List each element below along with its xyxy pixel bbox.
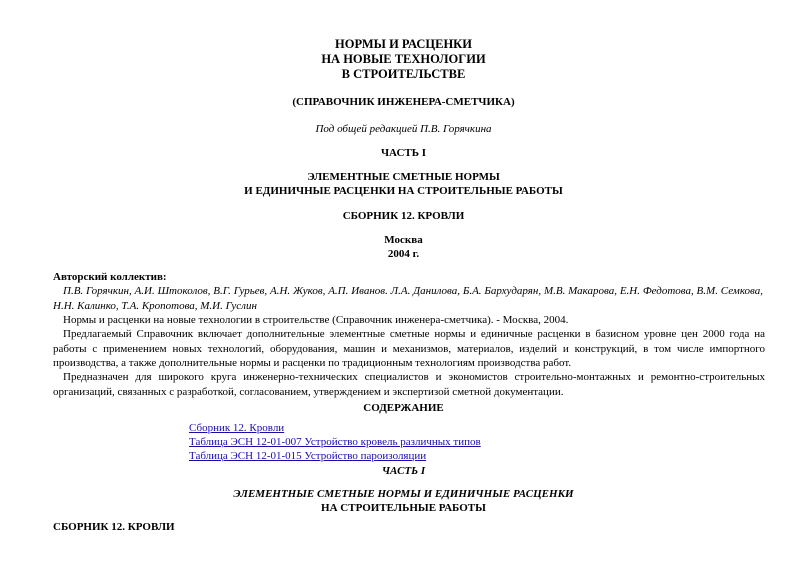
title-line-3: В СТРОИТЕЛЬСТВЕ (341, 67, 466, 81)
description-paragraph: Предлагаемый Справочник включает дополнительные элементные сметные нормы и единичные расценки в базисном уровне цен 2000 года на работы с применением новых технологий, оборудования, машин и механизмов, материалов, изделий и конструкций, в том числе импортного производства, а также дополнительные нормы и расценки по традиционным технологиям производства работ. (53, 328, 765, 369)
authors-names: П.В. Горячкин, А.И. Штоколов, В.Г. Гурьев, А.Н. Жуков, А.П. Иванов. Л.А. Данилова, Б.А. Бархударян, М.В. Макарова, Е.Н. Федотова, В.М. Семкова, Н.Н. Калинко, Т.А. Кропотова, М.И. Гуслин (53, 285, 763, 312)
toc-link-collection-12[interactable]: Сборник 12. Кровли (189, 422, 285, 434)
imprint (0, 234, 807, 261)
part-title (0, 171, 807, 198)
section-part-heading: ЧАСТЬ I (381, 465, 426, 477)
citation: Нормы и расценки на новые технологии в строительстве (Справочник инженера-сметчика). - Москва, 2004. (63, 314, 569, 326)
editor-line: Под общей редакцией П.В. Горячкина (315, 123, 492, 135)
toc-link-table-12-01-007[interactable]: Таблица ЭСН 12-01-007 Устройство кровель различных типов (189, 436, 481, 448)
section-title-line-1: ЭЛЕМЕНТНЫЕ СМЕТНЫЕ НОРМЫ И ЕДИНИЧНЫЕ РАСЦЕНКИ (233, 488, 574, 500)
title-line-1: НОРМЫ И РАСЦЕНКИ (335, 37, 472, 51)
authors-heading: Авторский коллектив: (53, 271, 167, 283)
collection-heading: СБОРНИК 12. КРОВЛИ (342, 210, 465, 222)
year: 2004 г. (387, 247, 420, 260)
section-title-line-2: НА СТРОИТЕЛЬНЫЕ РАБОТЫ (321, 501, 486, 514)
subtitle: (СПРАВОЧНИК ИНЖЕНЕРА-СМЕТЧИКА) (292, 96, 515, 108)
audience-paragraph: Предназначен для широкого круга инженерно-технических специалистов и экономистов строительно-монтажных и ремонтно-строительных организаций, связанных с разработкой, согласованием, утверждением и экспертизой сметной документации. (53, 371, 765, 398)
contents-heading: СОДЕРЖАНИЕ (363, 402, 444, 414)
part-title-line-1: ЭЛЕМЕНТНЫЕ СМЕТНЫЕ НОРМЫ (307, 171, 500, 183)
toc-link-table-12-01-015[interactable]: Таблица ЭСН 12-01-015 Устройство пароизоляции (189, 450, 427, 462)
title-line-2: НА НОВЫЕ ТЕХНОЛОГИИ (321, 52, 486, 66)
section-title (0, 488, 807, 515)
contents-list (189, 421, 481, 463)
part-heading: ЧАСТЬ I (380, 147, 427, 159)
document-title (0, 37, 807, 82)
section-collection-heading: СБОРНИК 12. КРОВЛИ (53, 521, 175, 533)
city: Москва (384, 234, 423, 246)
part-title-line-2: И ЕДИНИЧНЫЕ РАСЦЕНКИ НА СТРОИТЕЛЬНЫЕ РАБОТЫ (244, 184, 563, 197)
